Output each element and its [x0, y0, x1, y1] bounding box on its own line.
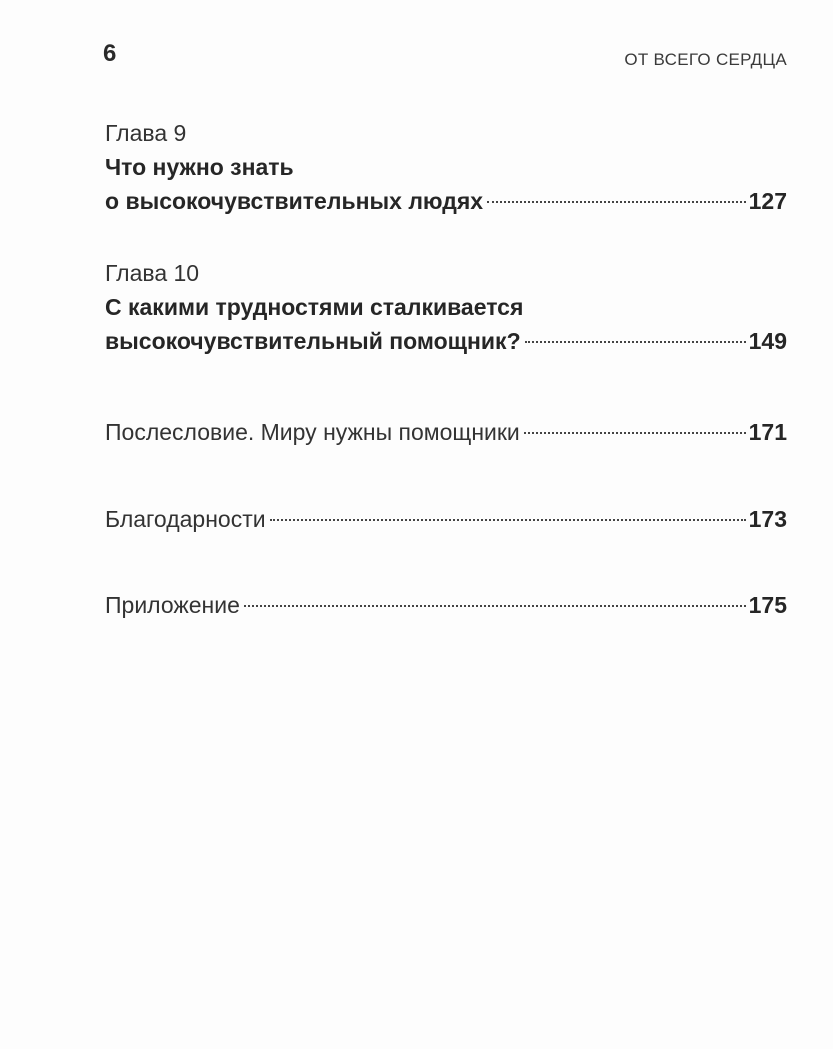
- dot-leader: [525, 341, 746, 343]
- chapter-title-line: С какими трудностями сталкивается: [105, 294, 524, 320]
- toc-entry-chapter-9: [105, 116, 787, 218]
- toc-entry-afterword: [105, 415, 787, 449]
- dot-leader: [524, 432, 746, 434]
- toc-row: [105, 415, 787, 449]
- toc-row: [105, 588, 787, 622]
- dot-leader: [244, 605, 746, 607]
- page-reference: 149: [748, 328, 787, 354]
- toc-row: [105, 502, 787, 536]
- chapter-title-line: о высокочувствительных людях: [105, 188, 484, 214]
- toc-entry-chapter-10: [105, 256, 787, 358]
- dot-leader: [487, 201, 746, 203]
- running-header: ОТ ВСЕГО СЕРДЦА: [624, 50, 787, 69]
- toc-row: [105, 324, 787, 358]
- page-reference: 127: [748, 188, 787, 214]
- page-reference: 175: [748, 592, 787, 618]
- section-title: Приложение: [105, 592, 240, 618]
- page-reference: 171: [748, 419, 787, 445]
- chapter-title-line: высокочувствительный помощник?: [105, 328, 521, 354]
- toc-entry-acknowledgements: [105, 502, 787, 536]
- dot-leader: [270, 519, 746, 521]
- chapter-label: Глава 10: [105, 260, 200, 286]
- page-reference: 173: [748, 506, 787, 532]
- toc-row: [105, 184, 787, 218]
- chapter-title-line: Что нужно знать: [105, 154, 294, 180]
- toc-entry-appendix: [105, 588, 787, 622]
- section-title: Послесловие. Миру нужны помощники: [105, 419, 520, 445]
- section-title: Благодарности: [105, 506, 266, 532]
- page-number: 6: [103, 40, 117, 67]
- chapter-label: Глава 9: [105, 120, 187, 146]
